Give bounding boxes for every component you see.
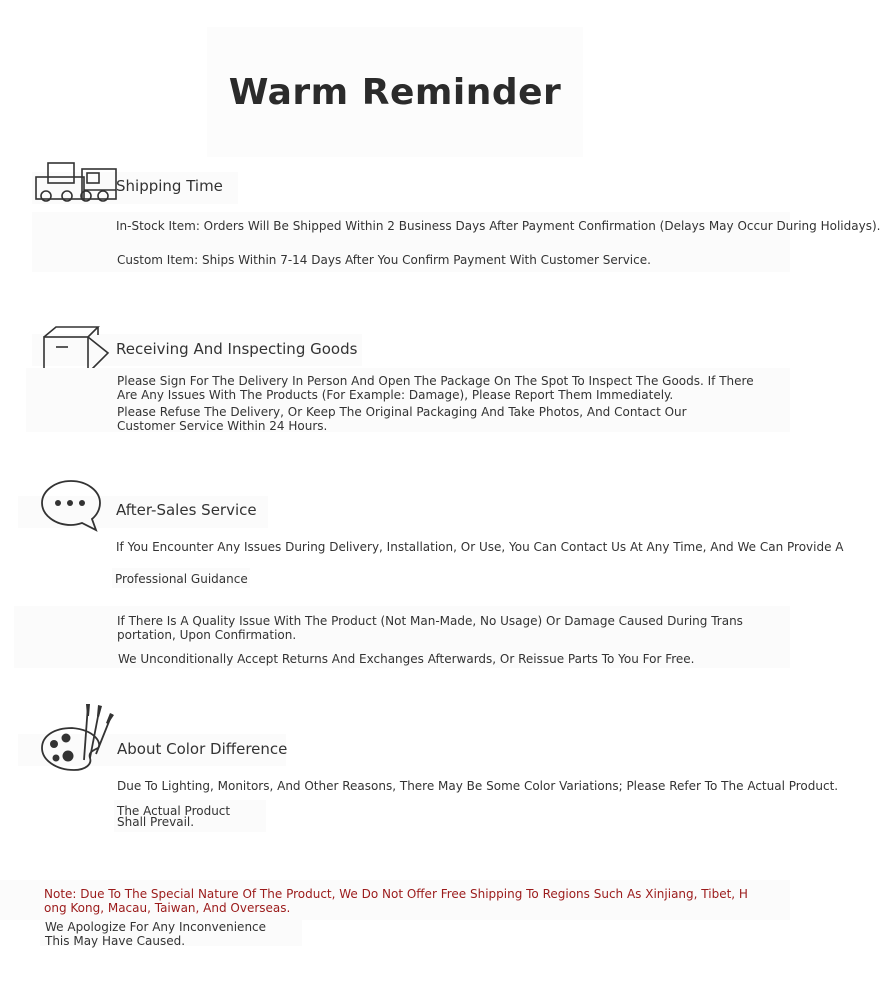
aftersales-line-2: Professional Guidance bbox=[115, 572, 248, 586]
receiving-paragraph-2: Please Refuse The Delivery, Or Keep The Original Packaging And Take Photos, And Contact Our Customer Service Within 24 Hours. bbox=[117, 405, 687, 433]
truck-icon bbox=[34, 160, 124, 208]
page-title: Warm Reminder bbox=[228, 71, 562, 113]
color-heading: About Color Difference bbox=[117, 740, 288, 758]
title-banner bbox=[207, 27, 583, 157]
shipping-line-1: In-Stock Item: Orders Will Be Shipped Within 2 Business Days After Payment Confirmation (Delays May Occur During Holidays). bbox=[116, 219, 880, 233]
speech-bubble-icon bbox=[40, 478, 102, 532]
color-paragraph: The Actual Product Shall Prevail. bbox=[117, 804, 231, 829]
shipping-line-2: Custom Item: Ships Within 7-14 Days After You Confirm Payment With Customer Service. bbox=[117, 253, 651, 267]
palette-icon bbox=[40, 702, 116, 774]
color-line-1: Due To Lighting, Monitors, And Other Reasons, There May Be Some Color Variations; Please Refer To The Actual Product. bbox=[117, 779, 839, 793]
apology-text: We Apologize For Any Inconvenience This May Have Caused. bbox=[45, 920, 267, 948]
receiving-heading: Receiving And Inspecting Goods bbox=[116, 340, 358, 358]
aftersales-line-1: If You Encounter Any Issues During Delivery, Installation, Or Use, You Can Contact Us At Any Time, And We Can Provide A bbox=[116, 540, 844, 554]
shipping-note: Note: Due To The Special Nature Of The Product, We Do Not Offer Free Shipping To Regions Such As Xinjiang, Tibet, Hong Kong, Macau, Taiwan, And Overseas. bbox=[44, 887, 748, 915]
aftersales-paragraph: If There Is A Quality Issue With The Product (Not Man-Made, No Usage) Or Damage Caused During Transportation, Upon Confirmation. bbox=[117, 614, 743, 642]
aftersales-line-3: We Unconditionally Accept Returns And Exchanges Afterwards, Or Reissue Parts To You For Free. bbox=[118, 652, 695, 666]
receiving-paragraph-1: Please Sign For The Delivery In Person And Open The Package On The Spot To Inspect The Goods. If There Are Any Issues With The Products (For Example: Damage), Please Report Them Immediately. bbox=[117, 374, 754, 402]
aftersales-heading: After-Sales Service bbox=[116, 501, 257, 519]
shipping-heading: Shipping Time bbox=[116, 177, 223, 195]
